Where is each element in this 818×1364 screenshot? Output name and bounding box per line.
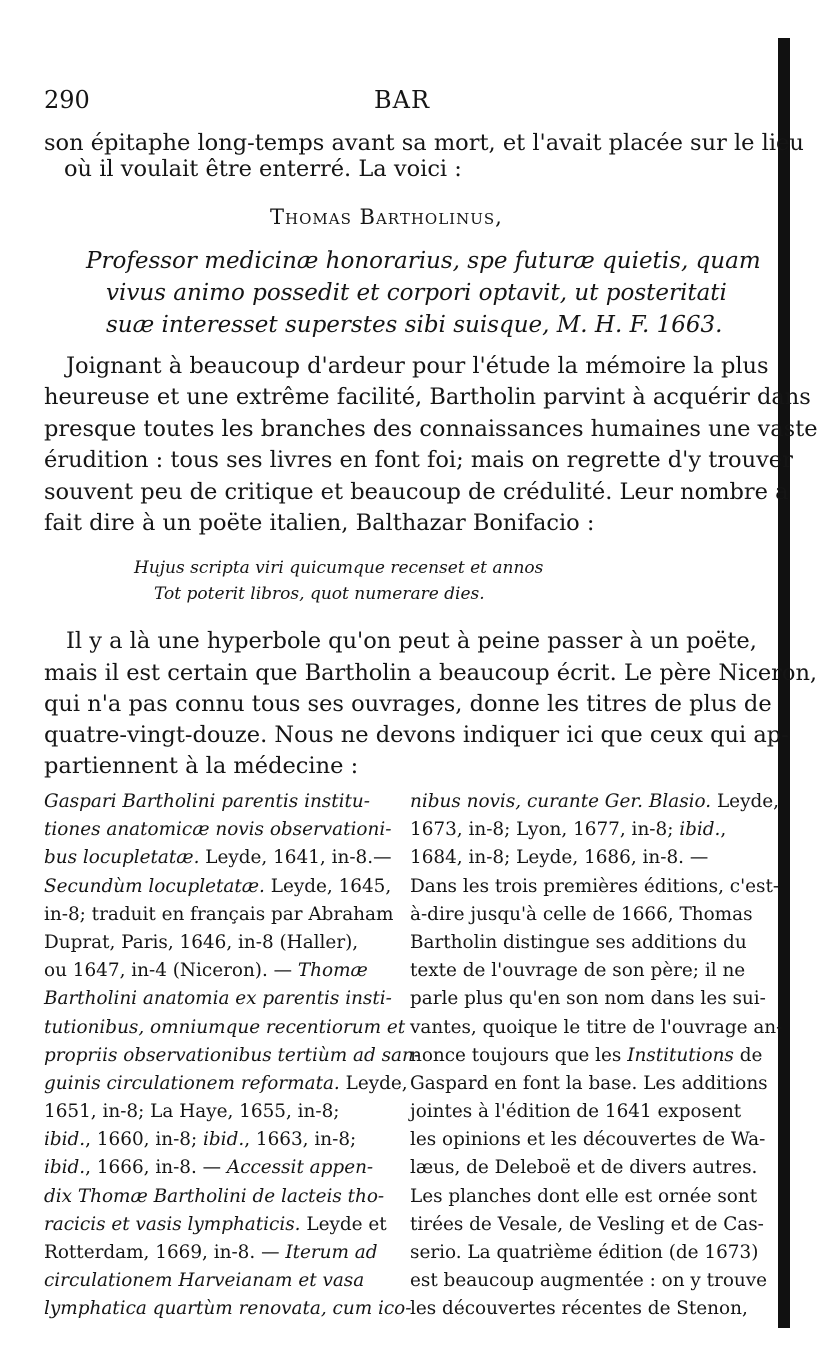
italic-title-run: ibid. — [44, 1129, 86, 1151]
text-line: fait dire à un poëte italien, Balthazar Bonifacio : — [44, 510, 595, 536]
text-line: son épitaphe long-temps avant sa mort, et l'avait placée sur le lieu — [44, 130, 804, 156]
bibliography-line — [410, 1211, 764, 1239]
verse-line: Hujus scripta viri quicumque recenset et annos — [134, 558, 544, 578]
italic-title-run: lymphatica quartùm renovata, cum ico- — [44, 1298, 412, 1320]
roman-text-run: à-dire jusqu'à celle de 1666, Thomas — [410, 903, 753, 925]
text-line: érudition : tous ses livres en font foi; mais on regrette d'y trouver — [44, 447, 793, 473]
bibliography-line — [410, 788, 779, 816]
roman-text-run: Rotterdam, 1669, in-8. — — [44, 1242, 286, 1263]
roman-text-run: , 1666, in-8. — — [85, 1157, 227, 1179]
italic-title-run: circulationem Harveianam et vasa — [44, 1270, 365, 1292]
bibliography-line — [410, 1267, 768, 1295]
roman-text-run: 1684, in-8; Leyde, 1686, in-8. — — [410, 847, 709, 869]
roman-text-run: vantes, quoique le titre de l'ouvrage an- — [410, 1016, 783, 1038]
roman-text-run: Les planches dont elle est ornée sont — [410, 1185, 758, 1207]
roman-text-run: Gaspard en font la base. Les additions — [410, 1072, 768, 1094]
roman-text-run: tirées de Vesale, de Vesling et de Cas- — [410, 1213, 764, 1235]
bibliography-left-column — [44, 788, 421, 1324]
page-number: 290 — [44, 86, 90, 114]
roman-text-run: ou 1647, in-4 (Niceron). — — [44, 960, 298, 982]
text-line: Il y a là une hyperbole qu'on peut à peine passer à un poëte, — [66, 628, 757, 654]
roman-text-run: , 1663, in-8; — [244, 1129, 357, 1151]
italic-title-run: Accessit appen- — [226, 1157, 374, 1179]
roman-text-run: est beaucoup augmentée : on y trouve — [410, 1270, 768, 1292]
text-line: qui n'a pas connu tous ses ouvrages, donne les titres de plus de — [44, 691, 772, 717]
roman-text-run: Leyde, 1641, in-8.— — [199, 847, 392, 869]
bibliography-line — [410, 1070, 768, 1098]
roman-text-run: læus, de Deleboë et de divers autres. — [410, 1157, 758, 1179]
text-line: presque toutes les branches des connaissances humaines une vaste — [44, 416, 818, 442]
roman-text-run: Leyde, — [339, 1072, 408, 1094]
roman-text-run: jointes à l'édition de 1641 exposent — [410, 1101, 742, 1123]
bibliography-line — [44, 816, 392, 844]
bibliography-line — [410, 844, 740, 872]
bibliography-line — [410, 1126, 766, 1154]
bibliography-line — [44, 1154, 374, 1182]
italic-title-run: bus locupletatæ. — [44, 847, 200, 869]
roman-text-run: Dans les trois premières éditions, c'est- — [410, 875, 780, 897]
italic-title-run: nibus novis, curante Ger. Blasio. — [410, 791, 712, 812]
italic-title-run: Bartholini anatomia ex parentis insti- — [44, 988, 392, 1010]
bibliography-line — [410, 929, 747, 957]
roman-text-run: 1673, in-8; Lyon, 1677, in-8; — [410, 819, 680, 841]
bibliography-line — [44, 1070, 408, 1098]
epitaph-line: Professor medicinæ honorarius, spe futuræ quietis, quam — [86, 248, 761, 274]
italic-title-run: tutionibus, omniumque recentiorum et — [44, 1016, 406, 1038]
roman-text-run: in-8; traduit en français par Abraham — [44, 903, 394, 925]
bibliography-right-column — [410, 788, 783, 1324]
bibliography-line — [44, 957, 374, 985]
roman-text-run: nonce toujours que les — [410, 1044, 628, 1066]
text-line: partiennent à la médecine : — [44, 753, 359, 779]
italic-title-run: Secundùm locupletatæ. — [44, 875, 265, 897]
bibliography-line — [410, 1098, 740, 1126]
italic-title-run: racicis et vasis lymphaticis. — [44, 1213, 301, 1235]
bibliography-line — [410, 901, 753, 929]
bibliography-line — [44, 929, 374, 957]
bibliography-line — [410, 957, 746, 985]
roman-text-run: Duprat, Paris, 1646, in-8 (Haller), — [44, 931, 359, 953]
page-header — [44, 86, 734, 120]
italic-title-run: tiones anatomicæ novis observationi- — [44, 819, 392, 841]
verse-line: Tot poterit libros, quot numerare dies. — [154, 584, 485, 604]
epitaph-line: suæ interesset superstes sibi suisque, M. H. F. 1663. — [106, 312, 723, 338]
bibliography-line — [410, 1239, 759, 1267]
roman-text-run: Leyde, 1645, — [264, 875, 392, 897]
bibliography-line — [44, 1042, 421, 1070]
bibliography-line — [410, 873, 780, 901]
roman-text-run: Bartholin distingue ses additions du — [410, 931, 747, 953]
bibliography-line — [44, 1267, 374, 1295]
bibliography-line — [44, 1014, 406, 1042]
bibliography-line — [44, 1239, 378, 1267]
roman-text-run: texte de l'ouvrage de son père; il ne — [410, 960, 746, 982]
italic-title-run: guinis circulationem reformata. — [44, 1072, 340, 1094]
bibliography-line — [44, 1126, 374, 1154]
roman-text-run: Leyde, — [711, 791, 779, 812]
italic-title-run: dix Thomæ Bartholini de lacteis tho- — [44, 1185, 385, 1207]
italic-title-run: Thomæ — [297, 960, 368, 982]
text-line: quatre-vingt-douze. Nous ne devons indiquer ici que ceux qui ap- — [44, 722, 789, 748]
bibliography-line — [44, 985, 392, 1013]
roman-text-run: 1651, in-8; La Haye, 1655, in-8; — [44, 1101, 340, 1123]
roman-text-run: les opinions et les découvertes de Wa- — [410, 1129, 766, 1151]
roman-text-run: , — [720, 819, 727, 841]
roman-text-run: de — [733, 1044, 763, 1066]
running-title: BAR — [374, 86, 431, 114]
epitaph-line: vivus animo possedit et corpori optavit, ut posteritati — [106, 280, 727, 306]
roman-text-run: Leyde et — [300, 1213, 387, 1235]
text-line: où il voulait être enterré. La voici : — [64, 156, 462, 182]
bibliography-line — [44, 901, 394, 929]
italic-title-run: Institutions — [627, 1044, 734, 1066]
italic-title-run: ibid. — [203, 1129, 245, 1151]
bibliography-line — [410, 1154, 758, 1182]
bibliography-line — [44, 788, 374, 816]
bibliography-line — [410, 1014, 783, 1042]
italic-title-run: ibid. — [44, 1157, 86, 1179]
bibliography-line — [44, 1098, 374, 1126]
italic-title-run: Gaspari Bartholini parentis institu- — [44, 791, 370, 812]
text-line: Joignant à beaucoup d'ardeur pour l'étude la mémoire la plus — [66, 353, 769, 379]
bibliography-line — [44, 1295, 412, 1323]
bibliography-line — [410, 816, 740, 844]
roman-text-run: serio. La quatrième édition (de 1673) — [410, 1242, 759, 1263]
bibliography-line — [410, 1183, 758, 1211]
roman-text-run: les découvertes récentes de Stenon, — [410, 1298, 748, 1320]
text-line: souvent peu de critique et beaucoup de crédulité. Leur nombre a — [44, 479, 789, 505]
epitaph-name: Thomas Bartholinus, — [270, 205, 503, 229]
bibliography-line — [410, 985, 766, 1013]
text-line: heureuse et une extrême facilité, Bartholin parvint à acquérir dans — [44, 384, 811, 410]
bibliography-line — [44, 1183, 385, 1211]
bibliography-line — [44, 1211, 387, 1239]
roman-text-run: , 1660, in-8; — [85, 1129, 204, 1151]
roman-text-run: parle plus qu'en son nom dans les sui- — [410, 988, 766, 1010]
italic-title-run: propriis observationibus tertiùm ad san- — [44, 1044, 421, 1066]
italic-title-run: Iterum ad — [285, 1242, 378, 1263]
bibliography-line — [410, 1295, 748, 1323]
bibliography-line — [44, 844, 392, 872]
bibliography-line — [44, 873, 392, 901]
bibliography-line — [410, 1042, 763, 1070]
text-line: mais il est certain que Bartholin a beaucoup écrit. Le père Niceron, — [44, 660, 818, 686]
italic-title-run: ibid. — [679, 819, 721, 841]
